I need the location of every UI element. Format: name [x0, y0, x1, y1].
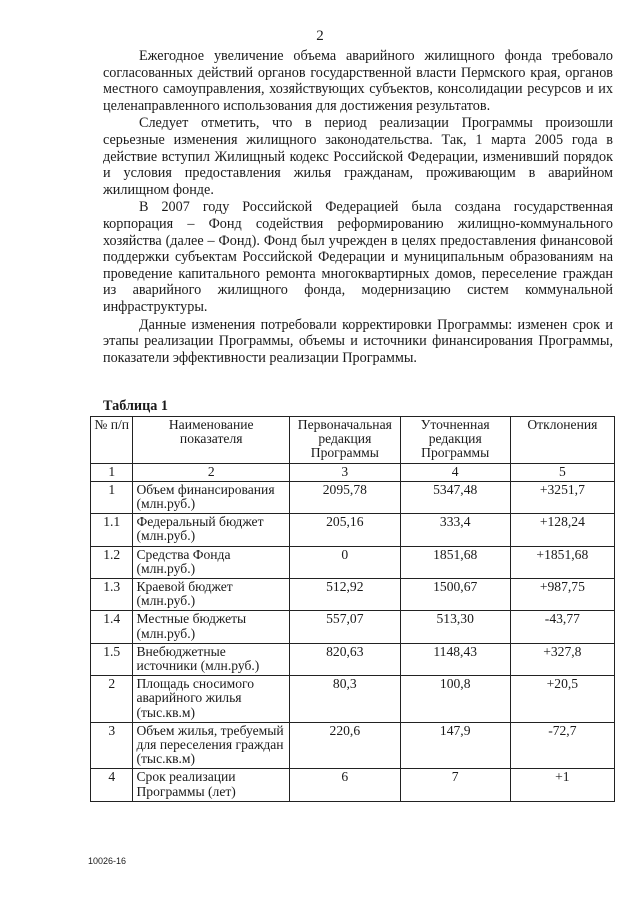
column-number: 1	[91, 463, 133, 481]
deviation-value: +1851,68	[510, 546, 614, 578]
deviation-value: +987,75	[510, 579, 614, 611]
table-row	[91, 769, 615, 801]
header-cell: Наименование показателя	[133, 417, 290, 464]
row-number: 1.1	[91, 514, 133, 546]
indicator-name: Средства Фонда (млн.руб.)	[133, 546, 290, 578]
row-number: 1.3	[91, 579, 133, 611]
revised-value: 513,30	[400, 611, 510, 643]
initial-value: 6	[289, 769, 400, 801]
table-row	[91, 722, 615, 769]
row-number: 1	[91, 481, 133, 513]
deviation-value: +327,8	[510, 643, 614, 675]
table-row	[91, 643, 615, 675]
deviation-value: -43,77	[510, 611, 614, 643]
indicator-name: Внебюджетные источники (млн.руб.)	[133, 643, 290, 675]
row-number: 1.4	[91, 611, 133, 643]
row-number: 4	[91, 769, 133, 801]
row-number: 3	[91, 722, 133, 769]
deviation-value: +3251,7	[510, 481, 614, 513]
row-number: 1.2	[91, 546, 133, 578]
table-row	[91, 579, 615, 611]
table-row	[91, 676, 615, 723]
indicator-name: Площадь сносимого аварийного жилья (тыс.кв.м)	[133, 676, 290, 723]
initial-value: 220,6	[289, 722, 400, 769]
table-row	[91, 481, 615, 513]
paragraph: В 2007 году Российской Федерацией была создана государственная корпорация – Фонд содействия реформированию жилищно-коммунального хозяйства (далее – Фонд). Фонд был учрежден в целях предоставления финансовой поддержки субъектам Российской Федерации и муниципальным образованиям на проведение капитального ремонта многоквартирных домов, переселение граждан из аварийного жилищного фонда, модернизацию систем коммунальной инфраструктуры.	[103, 199, 613, 315]
paragraph: Следует отметить, что в период реализации Программы произошли серьезные изменения жилищного законодательства. Так, 1 марта 2005 года в действие вступил Жилищный кодекс Российской Федерации, изменивший порядок и условия предоставления жилья гражданам, проживающим в аварийном жилищном фонде.	[103, 115, 613, 198]
indicator-name: Объем финансирования (млн.руб.)	[133, 481, 290, 513]
revised-value: 5347,48	[400, 481, 510, 513]
revised-value: 147,9	[400, 722, 510, 769]
row-number: 2	[91, 676, 133, 723]
revised-value: 7	[400, 769, 510, 801]
document-code: 10026-16	[88, 856, 127, 866]
page-number: 2	[316, 28, 324, 44]
indicator-name: Срок реализации Программы (лет)	[133, 769, 290, 801]
table-body	[91, 481, 615, 801]
body-text	[103, 48, 613, 367]
header-cell: Уточненная редакция Программы	[400, 417, 510, 464]
deviation-value: -72,7	[510, 722, 614, 769]
row-number: 1.5	[91, 643, 133, 675]
indicator-name: Краевой бюджет (млн.руб.)	[133, 579, 290, 611]
table-caption: Таблица 1	[103, 398, 168, 414]
header-cell: Отклонения	[510, 417, 614, 464]
table-row	[91, 514, 615, 546]
header-cell: Первоначальная редакция Программы	[289, 417, 400, 464]
revised-value: 100,8	[400, 676, 510, 723]
paragraph: Ежегодное увеличение объема аварийного жилищного фонда требовало согласованных действий органов государственной власти Пермского края, органов местного самоуправления, хозяйствующих субъектов, консолидации ресурсов и их целенаправленного использования для достижения результатов.	[103, 48, 613, 114]
initial-value: 512,92	[289, 579, 400, 611]
column-number: 3	[289, 463, 400, 481]
initial-value: 820,63	[289, 643, 400, 675]
column-number: 5	[510, 463, 614, 481]
table-header-row	[91, 417, 615, 464]
table-row	[91, 546, 615, 578]
deviation-value: +128,24	[510, 514, 614, 546]
deviation-value: +20,5	[510, 676, 614, 723]
table-row	[91, 611, 615, 643]
initial-value: 205,16	[289, 514, 400, 546]
revised-value: 333,4	[400, 514, 510, 546]
initial-value: 2095,78	[289, 481, 400, 513]
initial-value: 0	[289, 546, 400, 578]
column-number: 4	[400, 463, 510, 481]
initial-value: 557,07	[289, 611, 400, 643]
revised-value: 1148,43	[400, 643, 510, 675]
data-table	[90, 416, 615, 802]
indicator-name: Объем жилья, требуемый для переселения граждан (тыс.кв.м)	[133, 722, 290, 769]
paragraph: Данные изменения потребовали корректировки Программы: изменен срок и этапы реализации Программы, объемы и источники финансирования Программы, показатели эффективности реализации Программы.	[103, 316, 613, 366]
indicator-name: Федеральный бюджет (млн.руб.)	[133, 514, 290, 546]
revised-value: 1851,68	[400, 546, 510, 578]
revised-value: 1500,67	[400, 579, 510, 611]
column-number: 2	[133, 463, 290, 481]
column-number-row	[91, 463, 615, 481]
initial-value: 80,3	[289, 676, 400, 723]
deviation-value: +1	[510, 769, 614, 801]
indicator-name: Местные бюджеты (млн.руб.)	[133, 611, 290, 643]
header-cell: № п/п	[91, 417, 133, 464]
